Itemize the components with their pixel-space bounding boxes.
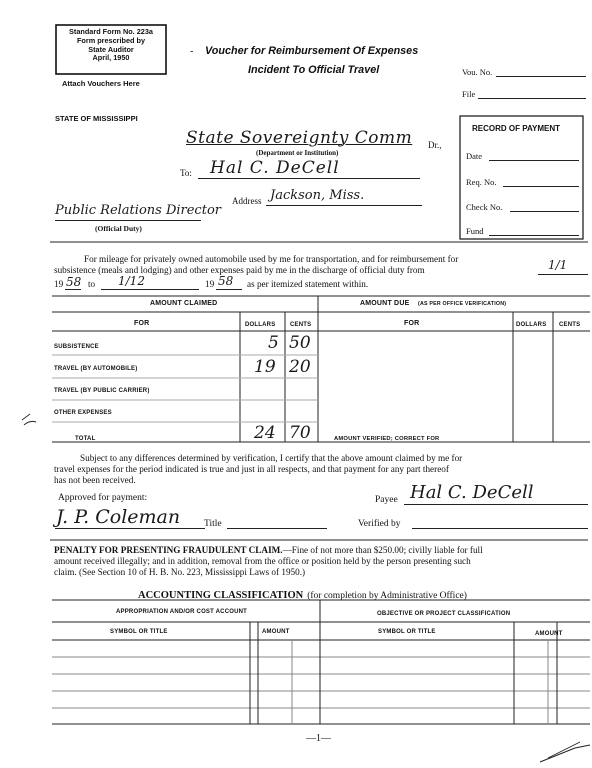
amount-due-note: (AS PER OFFICE VERIFICATION)	[418, 301, 507, 307]
claim-row-dollars[interactable]: 5	[268, 333, 279, 353]
due-col-cents: CENTS	[559, 322, 581, 328]
acct-left-head: APPROPRIATION AND/OR COST ACCOUNT	[116, 609, 248, 615]
acct-right-amount: AMOUNT	[535, 631, 563, 637]
acct-right-head: OBJECTIVE OR PROJECT CLASSIFICATION	[377, 611, 511, 617]
claim-row-dollars[interactable]: 19	[254, 357, 276, 377]
approver-signature[interactable]: J. P. Coleman	[56, 506, 181, 528]
mileage-text-2: subsistence (meals and lodging) and other expenses paid by me in the discharge of official duty from	[54, 265, 425, 275]
attach-label: Attach Vouchers Here	[62, 79, 140, 88]
dash-mark: -	[190, 46, 194, 57]
accounting-subtitle: (for completion by Administrative Office)	[307, 591, 467, 601]
mileage-year-to[interactable]: 58	[218, 274, 234, 288]
record-check-field[interactable]	[510, 211, 579, 212]
duty-line	[55, 220, 201, 221]
page-number: —1—	[306, 733, 331, 744]
duty-value[interactable]: Public Relations Director	[55, 203, 221, 218]
address-line	[266, 205, 422, 206]
department-value[interactable]: State Sovereignty Comm	[186, 128, 413, 148]
record-req-label: Req. No.	[466, 177, 497, 187]
mileage-19b: 19	[205, 279, 215, 289]
penalty-line3: claim. (See Section 10 of H. B. No. 223, Mississippi Laws of 1950.)	[54, 567, 306, 577]
std-form-line1: Standard Form No. 223a	[69, 27, 153, 36]
department-suffix: Dr.,	[428, 140, 442, 150]
file-label: File	[462, 89, 476, 99]
mileage-to-line	[101, 289, 199, 290]
claim-col-for: FOR	[134, 320, 150, 327]
claim-total-cents[interactable]: 70	[289, 423, 311, 443]
payee-line	[404, 504, 588, 505]
vou-no-field[interactable]	[496, 76, 586, 77]
to-label: To:	[180, 168, 192, 178]
certify-line2: travel expenses for the period indicated is true and just in all respects, and that payment for any part thereof	[54, 464, 449, 474]
mileage-year-to-line	[216, 289, 242, 290]
mileage-text-1: For mileage for privately owned automobile used by me for transportation, and for reimbursement for	[84, 254, 459, 264]
std-form-text	[58, 28, 164, 63]
form-title: Voucher for Reimbursement Of Expenses	[205, 45, 419, 57]
record-title: RECORD OF PAYMENT	[472, 124, 561, 133]
penalty-line2: amount received illegally; and in addition, removal from the office or position held by the person presenting such	[54, 556, 471, 566]
accounting-table-lines	[52, 600, 590, 724]
vou-no-label: Vou. No.	[462, 67, 493, 77]
payee-label: Payee	[375, 495, 398, 505]
department-caption: (Department or Institution)	[256, 149, 339, 157]
std-form-line4: April, 1950	[92, 53, 130, 63]
claim-row-cents[interactable]: 20	[289, 357, 311, 377]
verified-by-label: Verified by	[358, 519, 401, 529]
address-label: Address	[232, 196, 262, 206]
claim-row-label: TRAVEL (BY AUTOMOBILE)	[54, 366, 138, 372]
claim-row-label: TRAVEL (BY PUBLIC CARRIER)	[54, 388, 150, 394]
acct-left-symbol: SYMBOL OR TITLE	[110, 629, 168, 635]
approver-line	[55, 528, 205, 529]
to-line	[198, 178, 420, 179]
claim-total-label: TOTAL	[75, 436, 96, 442]
record-fund-field[interactable]	[489, 235, 579, 236]
claim-row-cents[interactable]: 50	[289, 333, 311, 353]
accounting-heading	[138, 585, 467, 603]
accounting-title: ACCOUNTING CLASSIFICATION	[138, 590, 304, 601]
record-date-field[interactable]	[489, 160, 579, 161]
mileage-suffix: as per itemized statement within.	[247, 279, 369, 289]
record-req-field[interactable]	[503, 186, 579, 187]
verified-label: AMOUNT VERIFIED; CORRECT FOR	[334, 436, 440, 442]
mileage-to-value[interactable]: 1/12	[118, 274, 145, 288]
mileage-19a: 19	[54, 279, 64, 289]
acct-right-symbol: SYMBOL OR TITLE	[378, 629, 436, 635]
certify-line3: has not been received.	[54, 475, 136, 485]
mileage-year-from[interactable]: 58	[66, 275, 82, 289]
penalty-line1: —Fine of not more than $250.00; civilly liable for full	[282, 545, 483, 555]
mileage-to-label: to	[88, 279, 96, 289]
record-check-label: Check No.	[466, 202, 503, 212]
claim-total-dollars[interactable]: 24	[254, 423, 276, 443]
claim-row-label: OTHER EXPENSES	[54, 410, 112, 416]
std-form-line3: State Auditor	[88, 44, 134, 54]
claim-col-cents: CENTS	[290, 322, 312, 328]
penalty-heading: PENALTY FOR PRESENTING FRAUDULENT CLAIM.	[54, 545, 283, 555]
claim-col-dollars: DOLLARS	[245, 322, 276, 328]
record-date-label: Date	[466, 151, 483, 161]
address-value[interactable]: Jackson, Miss.	[270, 188, 365, 203]
penalty-text	[54, 545, 483, 556]
verified-by-field[interactable]	[412, 528, 588, 529]
amount-claimed-title: AMOUNT CLAIMED	[150, 300, 218, 307]
title-label: Title	[204, 519, 222, 529]
claim-row-label: SUBSISTENCE	[54, 344, 99, 350]
form-subtitle: Incident To Official Travel	[248, 64, 380, 76]
payee-signature[interactable]: Hal C. DeCell	[410, 482, 534, 503]
duty-caption: (Official Duty)	[95, 224, 142, 233]
state-label: STATE OF MISSISSIPPI	[55, 114, 138, 123]
mileage-year-from-line	[65, 289, 81, 290]
mileage-from-line	[538, 274, 588, 275]
due-col-dollars: DOLLARS	[516, 322, 547, 328]
approved-label: Approved for payment:	[58, 493, 148, 503]
acct-left-amount: AMOUNT	[262, 629, 290, 635]
file-field[interactable]	[478, 98, 586, 99]
amount-due-title: AMOUNT DUE	[360, 300, 410, 307]
title-field[interactable]	[227, 528, 327, 529]
std-form-line2: Form prescribed by	[76, 35, 146, 45]
to-value[interactable]: Hal C. DeCell	[210, 158, 340, 178]
certify-line1: Subject to any differences determined by verification, I certify that the above amount claimed by me for	[80, 453, 463, 463]
due-col-for: FOR	[404, 320, 420, 327]
record-fund-label: Fund	[466, 226, 484, 236]
mileage-from-value[interactable]: 1/1	[548, 258, 568, 272]
